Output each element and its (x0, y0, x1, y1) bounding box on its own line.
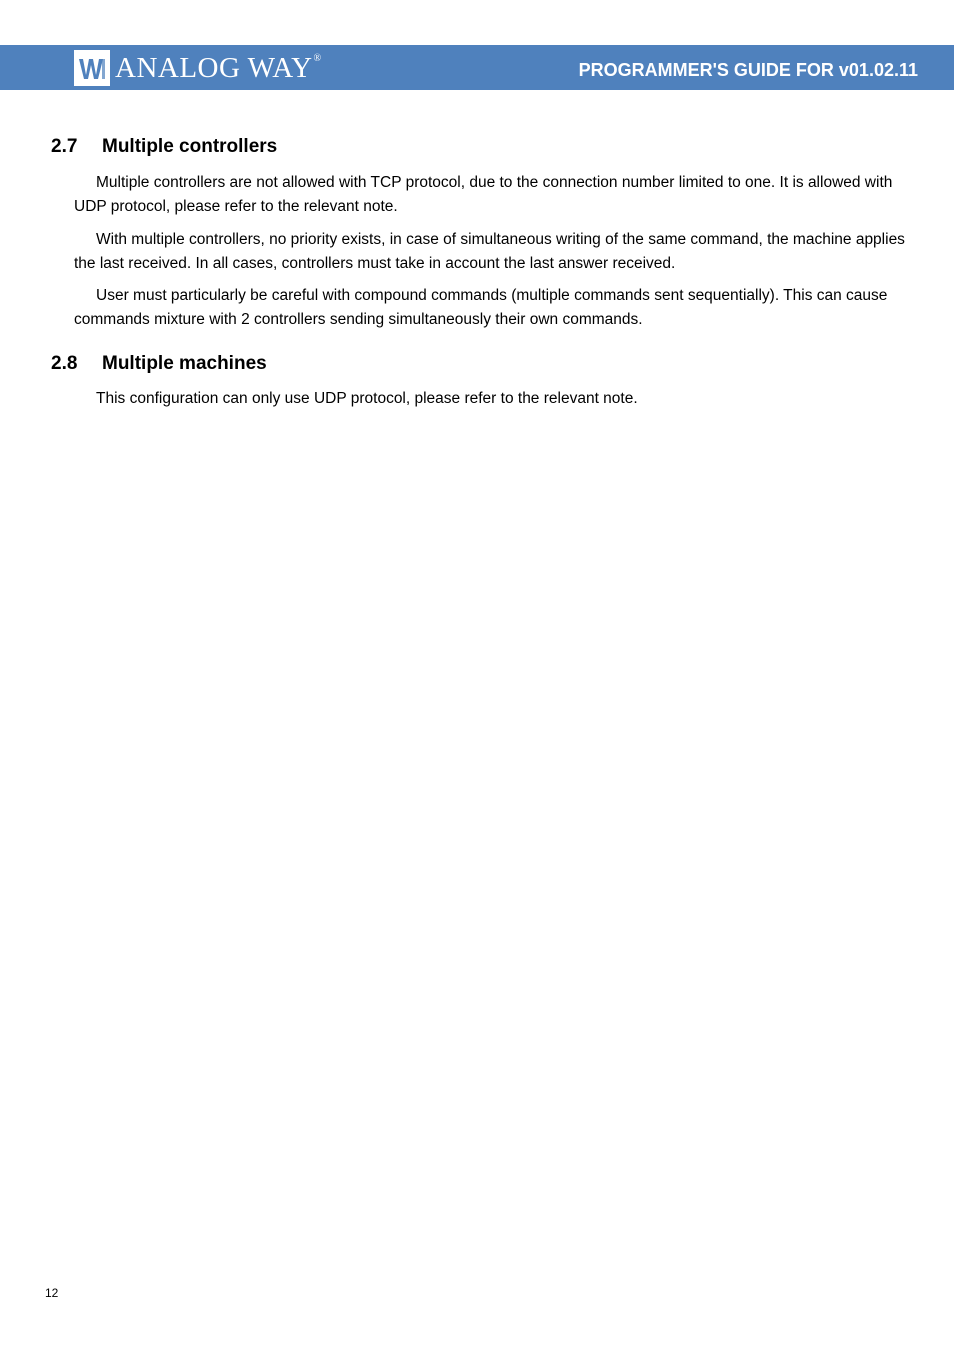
paragraph: User must particularly be careful with compound commands (multiple commands sent sequentially). This can cause commands mixture with 2 controllers sending simultaneously their own commands. (74, 287, 888, 328)
analog-way-logo-icon (74, 50, 110, 86)
section-number: 2.7 (51, 136, 78, 157)
company-logo (74, 50, 321, 86)
page-number: 12 (45, 1286, 59, 1300)
paragraph: Multiple controllers are not allowed with TCP protocol, due to the connection number limited to one. It is allowed with UDP protocol, please refer to the relevant note. (74, 174, 893, 215)
header-bar (0, 45, 954, 90)
logo-wordmark: ANALOG WAY (115, 52, 313, 84)
document-title: PROGRAMMER'S GUIDE FOR v01.02.11 (578, 60, 918, 80)
section-heading-2-7 (51, 135, 277, 159)
registered-mark: ® (313, 52, 322, 64)
section-heading-2-8 (51, 352, 267, 376)
section-number: 2.8 (51, 353, 78, 374)
paragraph: This configuration can only use UDP protocol, please refer to the relevant note. (96, 390, 638, 407)
paragraph: With multiple controllers, no priority exists, in case of simultaneous writing of the same command, the machine applies the last received. In all cases, controllers must take in account the last answer received. (74, 231, 905, 272)
section-title: Multiple machines (102, 353, 267, 374)
section-title: Multiple controllers (102, 136, 278, 157)
